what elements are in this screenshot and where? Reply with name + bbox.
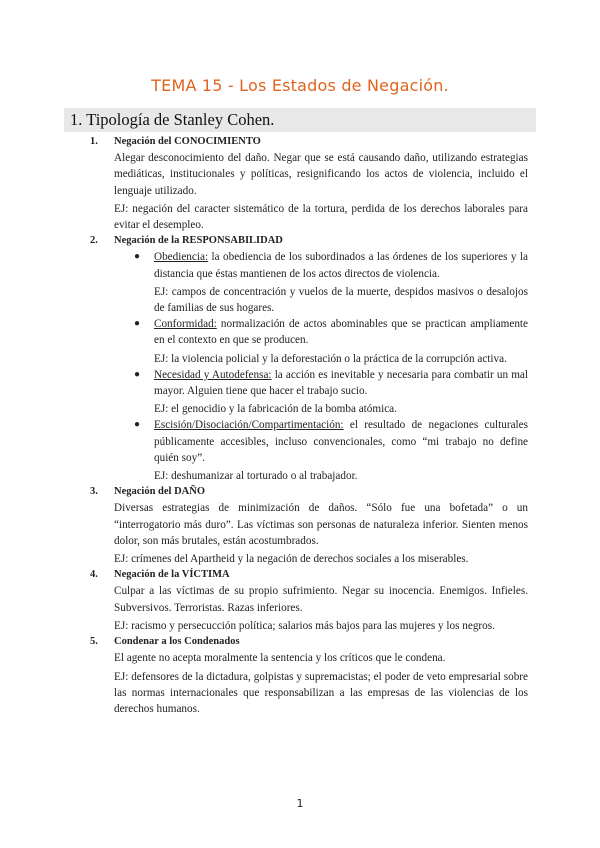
item-example: EJ: crímenes del Apartheid y la negación de derechos sociales a los miserables. [114, 553, 469, 566]
item-heading: Condenar a los Condenados [114, 636, 240, 648]
bullet-text: la obediencia de los subordinados a las órdenes de los superiores y la distancia que éstas mantienen de los actos directos de violencia. [154, 251, 528, 280]
bullet-example: EJ: el genocidio y la fabricación de la bomba atómica. [154, 403, 397, 416]
item-text: Diversas estrategias de minimización de daños. “Sólo fue una bofetada” o un “interrogatorio más duro”. Las víctimas son personas de naturaleza inferior. Sienten menos dolor, son más brutales, están acostumbrados. [114, 502, 528, 547]
bullet-text: el resultado de negaciones culturales públicamente accesibles, incluso convencionales, como “mi trabajo no define quién soy”. [154, 419, 528, 464]
bullet-term: Necesidad y Autodefensa: [154, 368, 272, 381]
item-text: Alegar desconocimiento del daño. Negar que se está causando daño, utilizando estrategias mediáticas, institucionales y políticas, resignificando los actos de violencia, incluido el lenguaje utilizado. [114, 152, 528, 197]
bullet-item-escision [134, 417, 528, 484]
document-title: TEMA 15 - Los Estados de Negación. [151, 76, 449, 95]
bullet-text: normalización de actos abominables que se practican ampliamente en el contexto en que se producen. [154, 318, 528, 347]
content-list [90, 134, 528, 717]
item-number: 1. [90, 136, 98, 147]
item-number: 4. [90, 569, 98, 581]
list-item-responsabilidad [90, 233, 528, 484]
bullet-term: Escisión/Disociación/Compartimentación: [154, 419, 344, 432]
bullet-example: EJ: deshumanizar al torturado o al trabajador. [154, 470, 358, 483]
item-example: EJ: racismo y persecucción política; salarios más bajos para las mujeres y los negros. [114, 619, 495, 632]
bullet-list [134, 249, 528, 484]
item-number: 5. [90, 636, 98, 648]
bullet-example: EJ: campos de concentración y vuelos de la muerte, despidos masivos o desalojos de familias de sus hogares. [154, 285, 528, 315]
item-heading: Negación del DAÑO [114, 486, 205, 498]
bullet-item-obediencia [134, 249, 528, 316]
list-item-conocimiento [90, 134, 528, 233]
item-example: EJ: defensores de la dictadura, golpistas y supremacistas; el poder de veto empresarial sobre las normas internacionales que responsabilizan a las empresas de las violencias de los derechos humanos. [114, 670, 528, 715]
list-item-victima [90, 567, 528, 634]
item-number: 3. [90, 486, 98, 498]
item-heading: Negación de la VÍCTIMA [114, 569, 230, 581]
section-heading: 1. Tipología de Stanley Cohen. [64, 108, 536, 132]
list-item-dano [90, 484, 528, 567]
bullet-term: Conformidad: [154, 318, 217, 331]
bullet-term: Obediencia: [154, 251, 209, 264]
item-heading: Negación del CONOCIMIENTO [114, 136, 261, 147]
bullet-dot-icon: ● [134, 318, 141, 330]
page-number: 1 [296, 797, 304, 810]
bullet-dot-icon: ● [134, 419, 141, 431]
bullet-text: la acción es inevitable y necesaria para combatir un mal mayor. Alguien tiene que hacer el trabajo sucio. [154, 368, 528, 398]
list-item-condenados [90, 634, 528, 717]
bullet-dot-icon: ● [134, 368, 141, 380]
item-number: 2. [90, 235, 98, 247]
bullet-example: EJ: la violencia policial y la deforestación o la práctica de la corrupción activa. [154, 352, 507, 365]
item-text: El agente no acepta moralmente la sentencia y los críticos que le condena. [114, 652, 446, 665]
item-heading: Negación de la RESPONSABILIDAD [114, 235, 283, 247]
item-text: Culpar a las víctimas de su propio sufrimiento. Negar su inocencia. Enemigos. Infieles. Subversivos. Terroristas. Razas inferiores. [114, 585, 528, 614]
bullet-item-conformidad [134, 316, 528, 367]
bullet-dot-icon: ● [134, 251, 141, 263]
bullet-item-necesidad [134, 367, 528, 418]
item-example: EJ: negación del caracter sistemático de la tortura, perdida de los derechos laborales para evitar el desempleo. [114, 202, 528, 232]
